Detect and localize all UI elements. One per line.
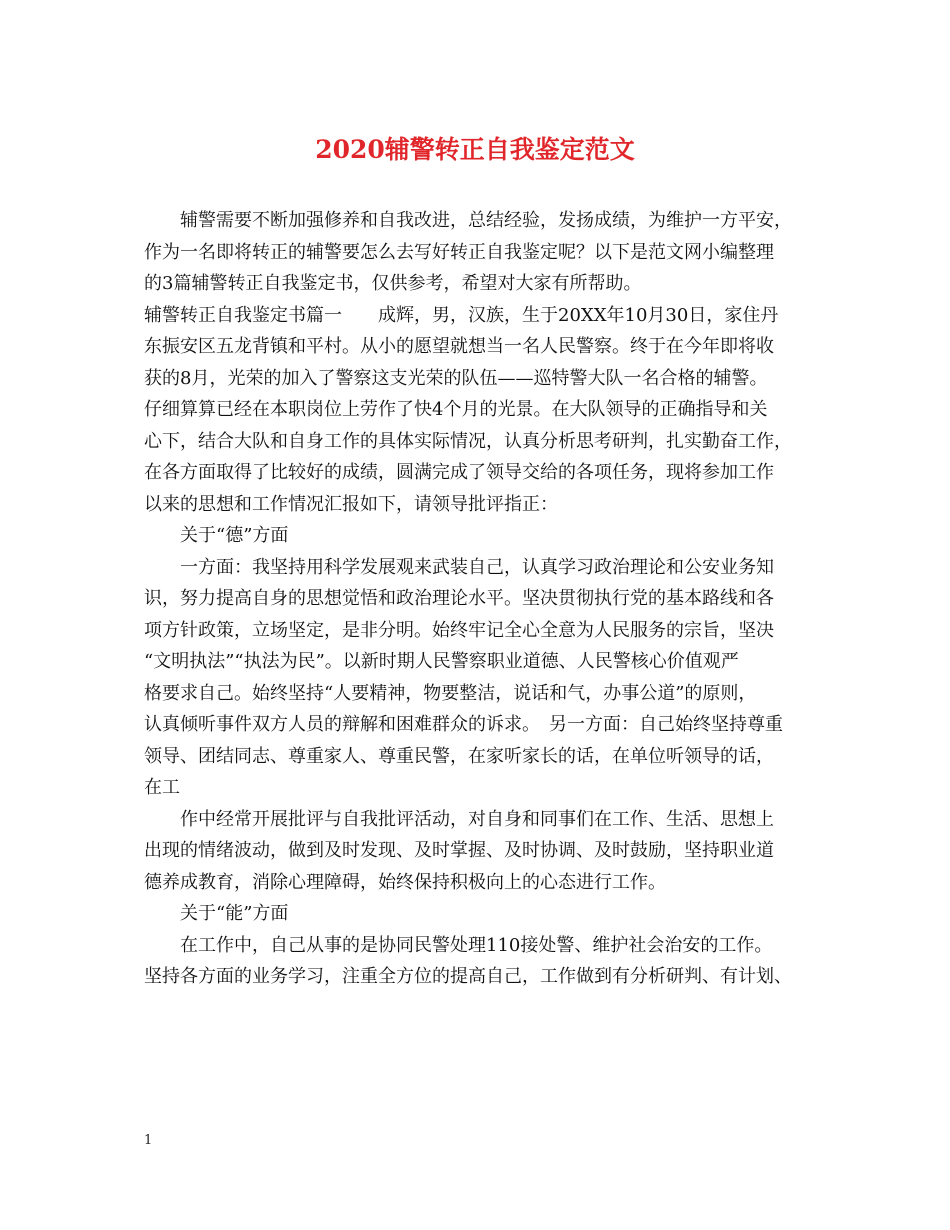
paragraph-line: 关于“德”方面 (180, 525, 289, 546)
paragraph-line: 领导、团结同志、尊重家人、尊重民警，在家听家长的话，在单位听领导的话， (144, 745, 774, 767)
paragraph-line: 辅警转正自我鉴定书篇一 成辉，男，汉族，生于20XX年10月30日，家住丹 (144, 304, 779, 326)
paragraph-line: 心下，结合大队和自身工作的具体实际情况，认真分析思考研判，扎实勤奋工作， (144, 430, 792, 452)
page-number: 1 (144, 1133, 153, 1148)
paragraph-line: 东振安区五龙背镇和平村。从小的愿望就想当一名人民警察。终于在今年即将收 (144, 336, 774, 357)
paragraph-line: 项方针政策，立场坚定，是非分明。始终牢记全心全意为人民服务的宗旨，坚决 (144, 619, 774, 641)
paragraph-line: 德养成教育，消除心理障碍，始终保持积极向上的心态进行工作。 (144, 871, 666, 893)
paragraph-line: “文明执法”“执法为民”。以新时期人民警察职业道德、人民警核心价值观严 (144, 651, 739, 672)
document-title: 2020辅警转正自我鉴定范文 (315, 135, 635, 164)
paragraph-line: 坚持各方面的业务学习，注重全方位的提高自己，工作做到有分析研判、有计划、 (144, 966, 792, 987)
document-body (144, 205, 812, 993)
paragraph-line: 出现的情绪波动，做到及时发现、及时掌握、及时协调、及时鼓励，坚持职业道 (144, 840, 774, 861)
paragraph-line: 在各方面取得了比较好的成绩，圆满完成了领导交给的各项任务，现将参加工作 (144, 462, 774, 483)
paragraph-line: 认真倾听事件双方人员的辩解和困难群众的诉求。 另一方面：自己始终坚持尊重 (144, 714, 783, 735)
paragraph-line: 获的8月，光荣的加入了警察这支光荣的队伍——巡特警大队一名合格的辅警。 (144, 367, 768, 389)
paragraph-line: 仔细算算已经在本职岗位上劳作了快4个月的光景。在大队领导的正确指导和关 (144, 399, 768, 420)
paragraph-line: 在工作中，自己从事的是协同民警处理110接处警、维护社会治安的工作。 (180, 934, 773, 956)
paragraph-line: 识，努力提高自身的思想觉悟和政治理论水平。坚决贯彻执行党的基本路线和各 (144, 588, 774, 609)
paragraph-line: 作为一名即将转正的辅警要怎么去写好转正自我鉴定呢？以下是范文网小编整理 (144, 241, 774, 263)
paragraph-line: 在工 (144, 777, 180, 798)
paragraph-line: 作中经常开展批评与自我批评活动，对自身和同事们在工作、生活、思想上 (180, 808, 774, 830)
paragraph-line: 一方面：我坚持用科学发展观来武装自己，认真学习政治理论和公安业务知 (180, 556, 774, 578)
paragraph-line: 格要求自己。始终坚持“人要精神，物要整洁，说话和气，办事公道”的原则， (144, 682, 757, 704)
paragraph-line: 辅警需要不断加强修养和自我改进，总结经验，发扬成绩，为维护一方平安， (180, 210, 792, 231)
paragraph-line: 的3篇辅警转正自我鉴定书，仅供参考，希望对大家有所帮助。 (144, 273, 642, 294)
paragraph-line: 以来的思想和工作情况汇报如下，请领导批评指正： (144, 493, 558, 515)
paragraph-line: 关于“能”方面 (180, 903, 289, 924)
